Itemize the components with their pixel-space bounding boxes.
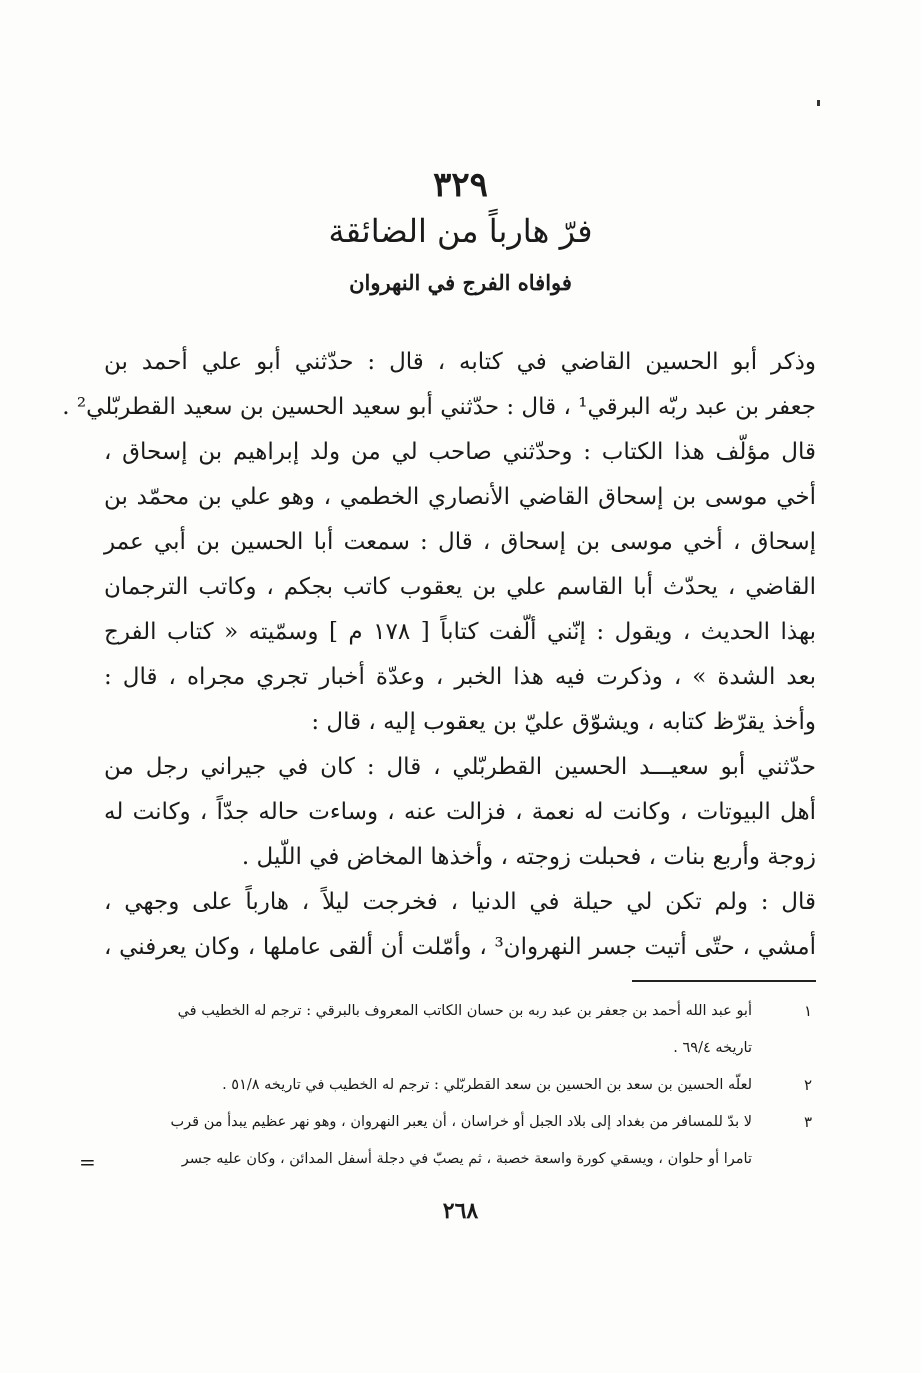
story-number: ٣٢٩ (433, 165, 488, 205)
body-line: بعد الشدة » ، وذكرت فيه هذا الخبر ، وعدّة أخبار تجري مجراه ، قال : (104, 664, 816, 690)
body-line: قال : ولم تكن لي حيلة في الدنيا ، فخرجت ليلاً ، هارباً على وجهي ، (104, 889, 816, 915)
body-line: قال مؤلّف هذا الكتاب : وحدّثني صاحب لي من ولد إبراهيم بن إسحاق ، (104, 439, 816, 465)
footnote-line: تاريخه ٦٩/٤ . (673, 1040, 752, 1056)
body-text (62, 340, 816, 970)
body-line: جعفر بن عبد ربّه البرقي¹ ، قال : حدّثني أبو سعيد الحسين بن سعيد القطربّلي² . (62, 394, 816, 420)
footnotes (84, 993, 813, 1178)
story-title: فرّ هارباً من الضائقة (328, 212, 593, 250)
body-line: أهل البيوتات ، وكانت له نعمة ، فزالت عنه ، وساءت حاله جدّاً ، وكانت له (104, 799, 816, 825)
footnote-separator (632, 980, 816, 982)
body-line: أخي موسى بن إسحاق القاضي الأنصاري الخطمي ، وهو علي بن محمّد بن (104, 484, 816, 510)
body-line: أمشي ، حتّى أتيت جسر النهروان³ ، وأمّلت أن ألقى عاملها ، وكان يعرفني ، (104, 934, 816, 960)
footnote-number: ٣ (803, 1113, 813, 1131)
footnote (84, 993, 813, 1067)
footnote (84, 1104, 813, 1178)
footnote-number: ١ (803, 1002, 813, 1020)
footnote-line: تامرا أو حلوان ، ويسقي كورة واسعة خصبة ، ثم يصبّ في دجلة أسفل المدائن ، وكان عليه جسر (181, 1151, 752, 1167)
scan-speck (817, 100, 820, 106)
body-line: إسحاق ، أخي موسى بن إسحاق ، قال : سمعت أبا الحسين بن أبي عمر (104, 529, 816, 555)
body-line: بهذا الحديث ، ويقول : إنّني ألّفت كتاباً [ ١٧٨ م ] وسمّيته « كتاب الفرج (104, 619, 816, 645)
body-line: القاضي ، يحدّث أبا القاسم علي بن يعقوب كاتب بجكم ، وكاتب الترجمان (104, 574, 816, 600)
body-line: زوجة وأربع بنات ، فحبلت زوجته ، وأخذها المخاض في اللّيل . (241, 844, 816, 870)
body-line: وذكر أبو الحسين القاضي في كتابه ، قال : حدّثني أبو علي أحمد بن (104, 349, 816, 375)
footnote-line: لعلّه الحسين بن سعد بن الحسين بن سعد القطربّلي : ترجم له الخطيب في تاريخه ٥١/٨ . (222, 1077, 752, 1093)
body-line: وأخذ يقرّظ كتابه ، ويشوّق عليّ بن يعقوب إليه ، قال : (311, 709, 816, 735)
footnote (84, 1067, 813, 1104)
continuation-mark: = (79, 1150, 96, 1174)
footnote-line: لا بدّ للمسافر من بغداد إلى بلاد الجبل أو خراسان ، أن يعبر النهروان ، وهو نهر عظيم يبدأ من قرب (170, 1114, 752, 1130)
page-number: ٢٦٨ (442, 1198, 479, 1224)
footnote-line: أبو عبد الله أحمد بن جعفر بن عبد ربه بن حسان الكاتب المعروف بالبرقي : ترجم له الخطيب في (177, 1003, 752, 1019)
body-line: حدّثني أبو سعيـــد الحسين القطربّلي ، قال : كان في جيراني رجل من (104, 754, 816, 780)
footnote-number: ٢ (803, 1076, 813, 1094)
story-subtitle: فوافاه الفرج في النهروان (349, 270, 572, 295)
